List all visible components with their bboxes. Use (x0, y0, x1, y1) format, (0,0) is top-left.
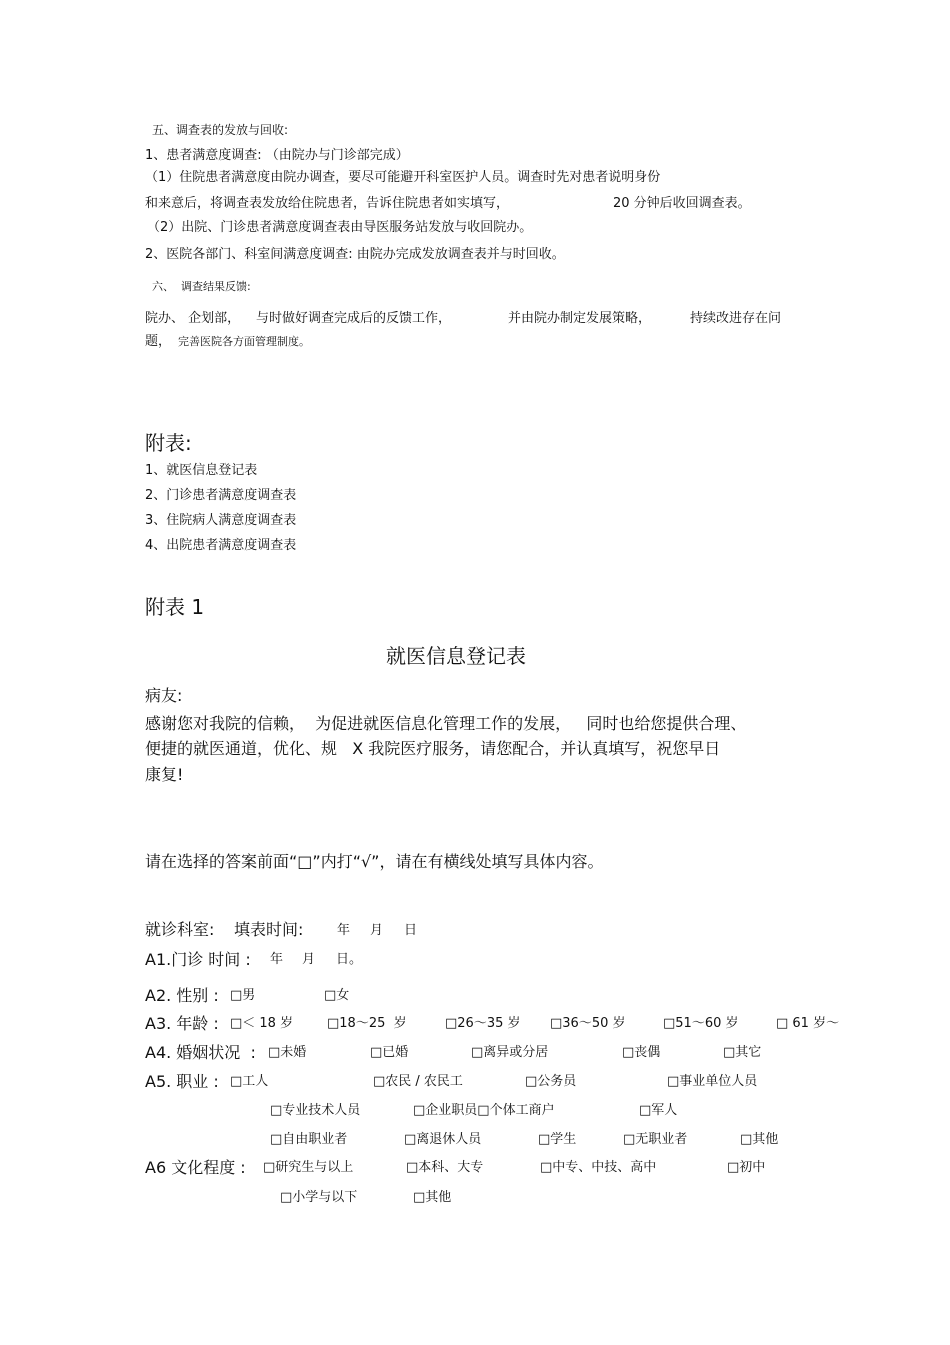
fill-time-label: 填表时间: (234, 920, 304, 939)
a5-row1-option-2[interactable]: □农民 / 农民工 (373, 1074, 463, 1089)
section5-item1-sub1-line2a: 和来意后，将调查表发放给住院患者，告诉住院患者如实填写， (145, 196, 510, 211)
a5-row1-option-1[interactable]: □工人 (230, 1074, 269, 1089)
a6-row1-option-3[interactable]: □中专、中技、高中 (540, 1160, 657, 1175)
a1-label: A1.门诊 时间 : (145, 950, 251, 969)
a6-row1-option-2[interactable]: □本科、大专 (406, 1160, 484, 1175)
section6-line2a: 题， (145, 334, 172, 349)
section5-item1-sub1-line1: （1）住院患者满意度由院办调查，要尽可能避开科室医护人员。调查时先对患者说明身份 (145, 170, 661, 185)
fill-time-month: 月 (370, 923, 384, 938)
a3-option-1[interactable]: □＜ 18 岁 (230, 1016, 294, 1031)
a6-row1-option-4[interactable]: □初中 (727, 1160, 766, 1175)
a4-option-4[interactable]: □丧偶 (622, 1045, 661, 1060)
a5-row3-option-4[interactable]: □无职业者 (623, 1132, 688, 1147)
greeting: 病友: (145, 686, 183, 705)
section5-item1-sub2: （2）出院、门诊患者满意度调查表由导医服务站发放与收回院办。 (147, 220, 533, 235)
section5-item1: 1、患者满意度调查: （由院办与门诊部完成） (145, 148, 409, 163)
section6-heading: 六、 调查结果反馈: (152, 280, 251, 293)
appendix-heading: 附表: (145, 431, 192, 455)
a2-label: A2. 性别 : (145, 986, 219, 1005)
a6-row2-option-1[interactable]: □小学与以下 (280, 1190, 358, 1205)
a5-row2-option-2[interactable]: □企业职员□个体工商户 (413, 1103, 555, 1118)
a4-option-5[interactable]: □其它 (723, 1045, 762, 1060)
a2-option-female[interactable]: □女 (324, 988, 350, 1003)
instruction: 请在选择的答案前面“□”内打“√”，请在有横线处填写具体内容。 (145, 852, 604, 871)
a3-option-2[interactable]: □18～25 岁 (327, 1016, 407, 1031)
appendix-item-1: 1、就医信息登记表 (145, 463, 258, 478)
a4-option-2[interactable]: □已婚 (370, 1045, 409, 1060)
a4-option-3[interactable]: □离异或分居 (471, 1045, 549, 1060)
a5-row1-option-4[interactable]: □事业单位人员 (667, 1074, 758, 1089)
a5-row1-option-3[interactable]: □公务员 (525, 1074, 577, 1089)
intro-line-2: 便捷的就医通道，优化、规 X 我院医疗服务，请您配合，并认真填写，祝您早日 (145, 739, 721, 758)
section6-line1b: 与时做好调查完成后的反馈工作， (256, 311, 452, 326)
appendix-item-4: 4、出院患者满意度调查表 (145, 538, 297, 553)
a3-option-5[interactable]: □51～60 岁 (663, 1016, 739, 1031)
a6-row1-option-1[interactable]: □研究生与以上 (263, 1160, 354, 1175)
a5-label: A5. 职业 : (145, 1072, 219, 1091)
a1-day: 日。 (336, 952, 363, 967)
a5-row3-option-3[interactable]: □学生 (538, 1132, 577, 1147)
intro-line-1: 感谢您对我院的信赖， 为促进就医信息化管理工作的发展， 同时也给您提供合理、 (145, 714, 747, 733)
a5-row3-option-5[interactable]: □其他 (740, 1132, 779, 1147)
a4-label: A4. 婚姻状况 : (145, 1043, 256, 1062)
a5-row3-option-2[interactable]: □离退休人员 (404, 1132, 482, 1147)
a5-row2-option-1[interactable]: □专业技术人员 (270, 1103, 361, 1118)
dept-label: 就诊科室: (145, 920, 215, 939)
intro-line-3: 康复! (145, 765, 184, 784)
a4-option-1[interactable]: □未婚 (268, 1045, 307, 1060)
appendix-1-label: 附表 1 (145, 595, 205, 619)
a5-row3-option-1[interactable]: □自由职业者 (270, 1132, 348, 1147)
a6-row2-option-2[interactable]: □其他 (413, 1190, 452, 1205)
appendix-item-2: 2、门诊患者满意度调查表 (145, 488, 297, 503)
section5-item1-sub1-line2b: 20 分钟后收回调查表。 (613, 196, 751, 211)
a5-row2-option-3[interactable]: □军人 (639, 1103, 678, 1118)
a1-month: 月 (302, 952, 316, 967)
section5-heading: 五、调查表的发放与回收: (152, 123, 289, 137)
a3-label: A3. 年龄 : (145, 1014, 219, 1033)
appendix-item-3: 3、住院病人满意度调查表 (145, 513, 297, 528)
a6-label: A6 文化程度 : (145, 1158, 246, 1177)
a1-year: 年 (270, 952, 284, 967)
a3-option-4[interactable]: □36～50 岁 (550, 1016, 626, 1031)
section5-item2: 2、医院各部门、科室间满意度调查: 由院办完成发放调查表并与时回收。 (145, 247, 565, 262)
a3-option-6[interactable]: □ 61 岁～ (776, 1016, 840, 1031)
section6-line1a: 院办、 企划部， (145, 311, 241, 326)
form-title: 就医信息登记表 (386, 644, 526, 668)
section6-line1d: 持续改进存在问 (690, 311, 782, 326)
fill-time-day: 日 (404, 923, 418, 938)
a2-option-male[interactable]: □男 (230, 988, 256, 1003)
section6-line2b: 完善医院各方面管理制度。 (178, 335, 310, 348)
section6-line1c: 并由院办制定发展策略， (508, 311, 652, 326)
fill-time-year: 年 (337, 923, 351, 938)
a3-option-3[interactable]: □26～35 岁 (445, 1016, 521, 1031)
